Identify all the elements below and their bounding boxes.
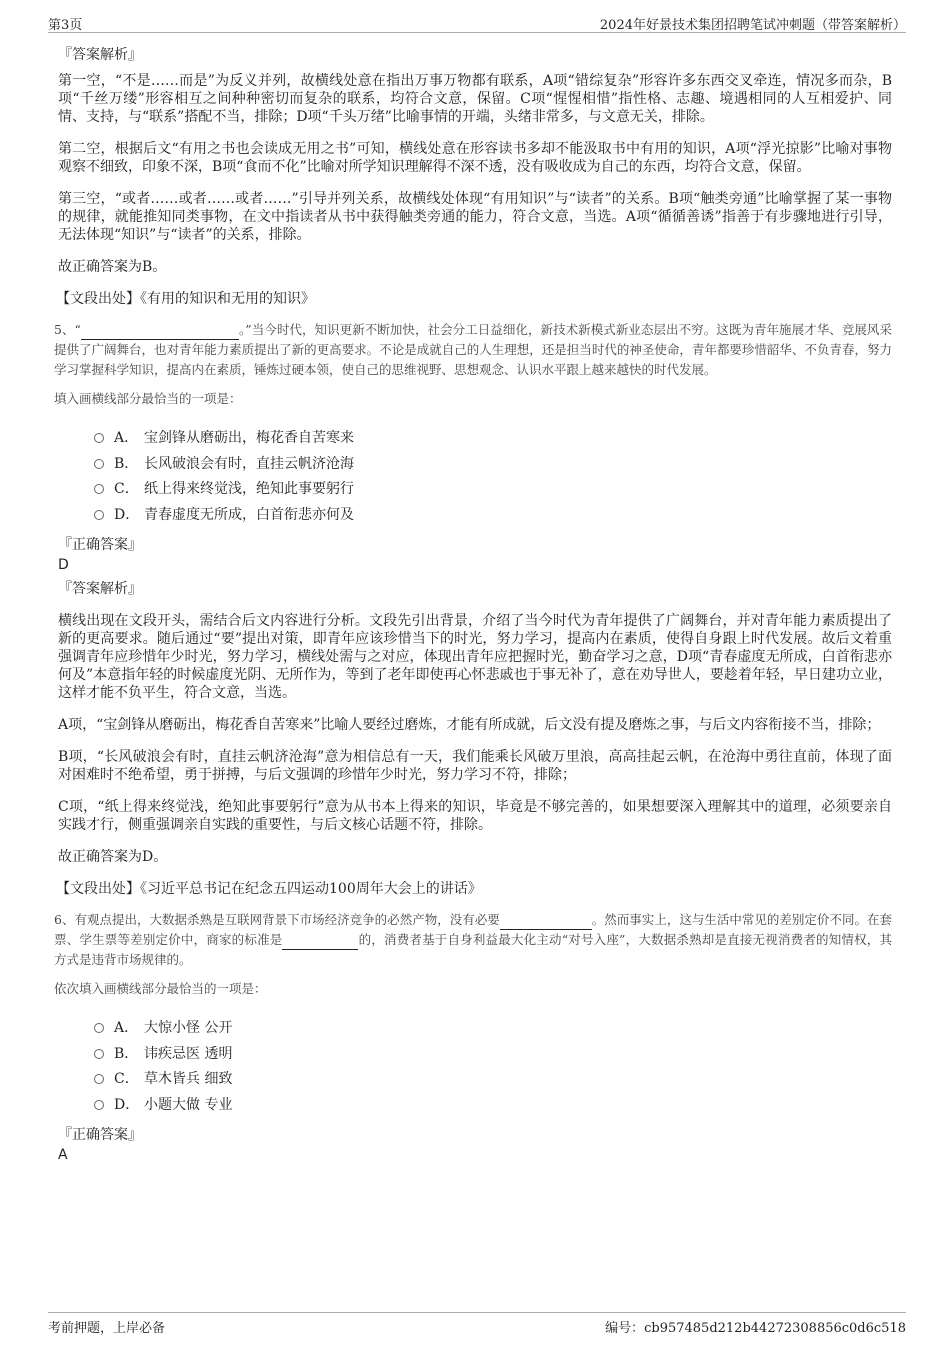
q6-blank-1 <box>500 915 592 930</box>
q5-analysis-option-c: C项，“纸上得来终觉浅，绝知此事要躬行”意为从书本上得来的知识，毕竟是不够完善的，如果想要深入理解其中的道理，必须要亲自实践才行，侧重强调亲自实践的重要性，与后文核心话题不符，排除。 <box>58 799 892 833</box>
radio-icon[interactable] <box>94 1100 104 1110</box>
radio-icon[interactable] <box>94 433 104 443</box>
q5-question-text: 。”当今时代，知识更新不断加快，社会分工日益细化，新技术新模式新业态层出不穷。这既为青年施展才华、竞展风采提供了广阔舞台，也对青年能力素质提出了新的更高要求。不论是成就自己的人生理想，还是担当时代的神圣使命，青年都要珍惜韶华、不负青春，努力学习掌握科学知识，提高内在素质，锤炼过硬本领，使自己的思维视野、思想观念、认识水平跟上越来越快的时代发展。 <box>54 322 892 377</box>
q4-conclusion: 故正确答案为B。 <box>58 259 167 275</box>
footer-serial: 编号：cb957485d212b44272308856c0d6c518 <box>605 1321 906 1336</box>
q5-blank <box>81 325 239 340</box>
page-header <box>48 12 906 33</box>
q5-source: 【文段出处】《习近平总书记在纪念五四运动100周年大会上的讲话》 <box>56 881 482 897</box>
document-title: 2024年好景技术集团招聘笔试冲刺题（带答案解析） <box>599 18 906 33</box>
radio-icon[interactable] <box>94 484 104 494</box>
q5-analysis-option-a: A项，“宝剑锋从磨砺出，梅花香自苦寒来”比喻人要经过磨炼，才能有所成就，后文没有提及磨炼之事，与后文内容衔接不当，排除； <box>58 717 881 733</box>
q6-blank-2 <box>282 935 358 950</box>
page-number: 第3页 <box>48 18 83 33</box>
radio-icon[interactable] <box>94 1074 104 1084</box>
q5-answer: D <box>58 557 69 573</box>
q6-question: 6、有观点提出，大数据杀熟是互联网背景下市场经济竞争的必然产物，没有必要 。然而事实上，这与生活中常见的差别定价不同。在套票、学生票等差别定价中，商家的标准是 的，消费者基于自身利益最大化主动“对号入座”，大数据杀熟却是直接无视消费者的知情权，其方式是违背市场规律的。 <box>54 912 892 967</box>
q5-option-d[interactable]: D． 青春虚度无所成，白首衔悲亦何及 <box>94 503 892 529</box>
q5-question <box>54 320 892 380</box>
q5-option-c[interactable]: C． 纸上得来终觉浅，绝知此事要躬行 <box>94 477 892 503</box>
q5-answer-label: 『正确答案』 <box>58 537 142 553</box>
radio-icon[interactable] <box>94 1023 104 1033</box>
page-footer <box>48 1312 906 1335</box>
page-content <box>54 46 892 1170</box>
q5-number: 5、“ <box>54 322 81 337</box>
q4-analysis-para-1: 第一空，“不是……而是”为反义并列，故横线处意在指出万事万物都有联系，A项“错综复杂”形容许多东西交叉牵连，情况多而杂，B项“千丝万缕”形容相互之间种种密切而复杂的联系，均符合文意，保留。C项“惺惺相惜”指性格、志趣、境遇相同的人互相爱护、同情、支持，与“联系”搭配不当，排除；D项“千头万绪”比喻事情的开端，头绪非常多，与文意无关，排除。 <box>58 73 892 125</box>
q5-conclusion: 故正确答案为D。 <box>58 849 168 865</box>
radio-icon[interactable] <box>94 510 104 520</box>
q5-option-a[interactable]: A． 宝剑锋从磨砺出，梅花香自苦寒来 <box>94 426 892 452</box>
q6-option-a[interactable]: A． 大惊小怪 公开 <box>94 1016 892 1042</box>
q6-options <box>94 1016 892 1118</box>
q6-option-c[interactable]: C． 草木皆兵 细致 <box>94 1067 892 1093</box>
q4-analysis-para-2: 第二空，根据后文“有用之书也会读成无用之书”可知，横线处意在形容读书多却不能汲取书中有用的知识，A项“浮光掠影”比喻对事物观察不细致，印象不深，B项“食而不化”比喻对所学知识理解得不深不透，没有吸收成为自己的东西，均符合文意，保留。 <box>58 141 892 175</box>
q5-analysis-label: 『答案解析』 <box>58 581 142 597</box>
q5-analysis-option-b: B项，“长风破浪会有时，直挂云帆济沧海”意为相信总有一天，我们能乘长风破万里浪，高高挂起云帆，在沧海中勇往直前，体现了面对困难时不绝希望，勇于拼搏，与后文强调的珍惜年少时光，努力学习不符，排除； <box>58 749 892 783</box>
radio-icon[interactable] <box>94 459 104 469</box>
q6-instruction: 依次填入画横线部分最恰当的一项是： <box>54 981 267 996</box>
radio-icon[interactable] <box>94 1049 104 1059</box>
q5-instruction: 填入画横线部分最恰当的一项是： <box>54 391 242 406</box>
q4-analysis-para-3: 第三空，“或者……或者……或者……”引导并列关系，故横线处体现“有用知识”与“读者”的关系。B项“触类旁通”比喻掌握了某一事物的规律，就能推知同类事物，在文中指读者从书中获得触类旁通的能力，符合文意，当选。A项“循循善诱”指善于有步骤地进行引导，无法体现“知识”与“读者”的关系，排除。 <box>58 191 892 243</box>
q4-analysis-label: 『答案解析』 <box>58 47 142 63</box>
q5-option-b[interactable]: B． 长风破浪会有时，直挂云帆济沧海 <box>94 452 892 478</box>
footer-slogan: 考前押题，上岸必备 <box>48 1321 166 1336</box>
q5-analysis-para-1: 横线出现在文段开头，需结合后文内容进行分析。文段先引出背景，介绍了当今时代为青年提供了广阔舞台，并对青年能力素质提出了新的更高要求。随后通过“要”提出对策，即青年应该珍惜当下的时光，努力学习，提高内在素质，使得自身跟上时代发展。故后文着重强调青年应珍惜年少时光，努力学习，横线处需与之对应，体现出青年应把握时光，勤奋学习之意，D项“青春虚度无所成，白首衔悲亦何及”本意指年轻的时候虚度光阴、无所作为，等到了老年即使再心怀悲戚也于事无补了，意在劝导世人，要趁着年轻，早日建功立业，这样才能不负平生，符合文意，当选。 <box>58 613 892 701</box>
q6-option-b[interactable]: B． 讳疾忌医 透明 <box>94 1042 892 1068</box>
q6-answer: A <box>58 1147 68 1163</box>
q6-answer-label: 『正确答案』 <box>58 1127 142 1143</box>
q5-options <box>94 426 892 528</box>
q6-option-d[interactable]: D． 小题大做 专业 <box>94 1093 892 1119</box>
q4-source: 【文段出处】《有用的知识和无用的知识》 <box>56 291 315 307</box>
